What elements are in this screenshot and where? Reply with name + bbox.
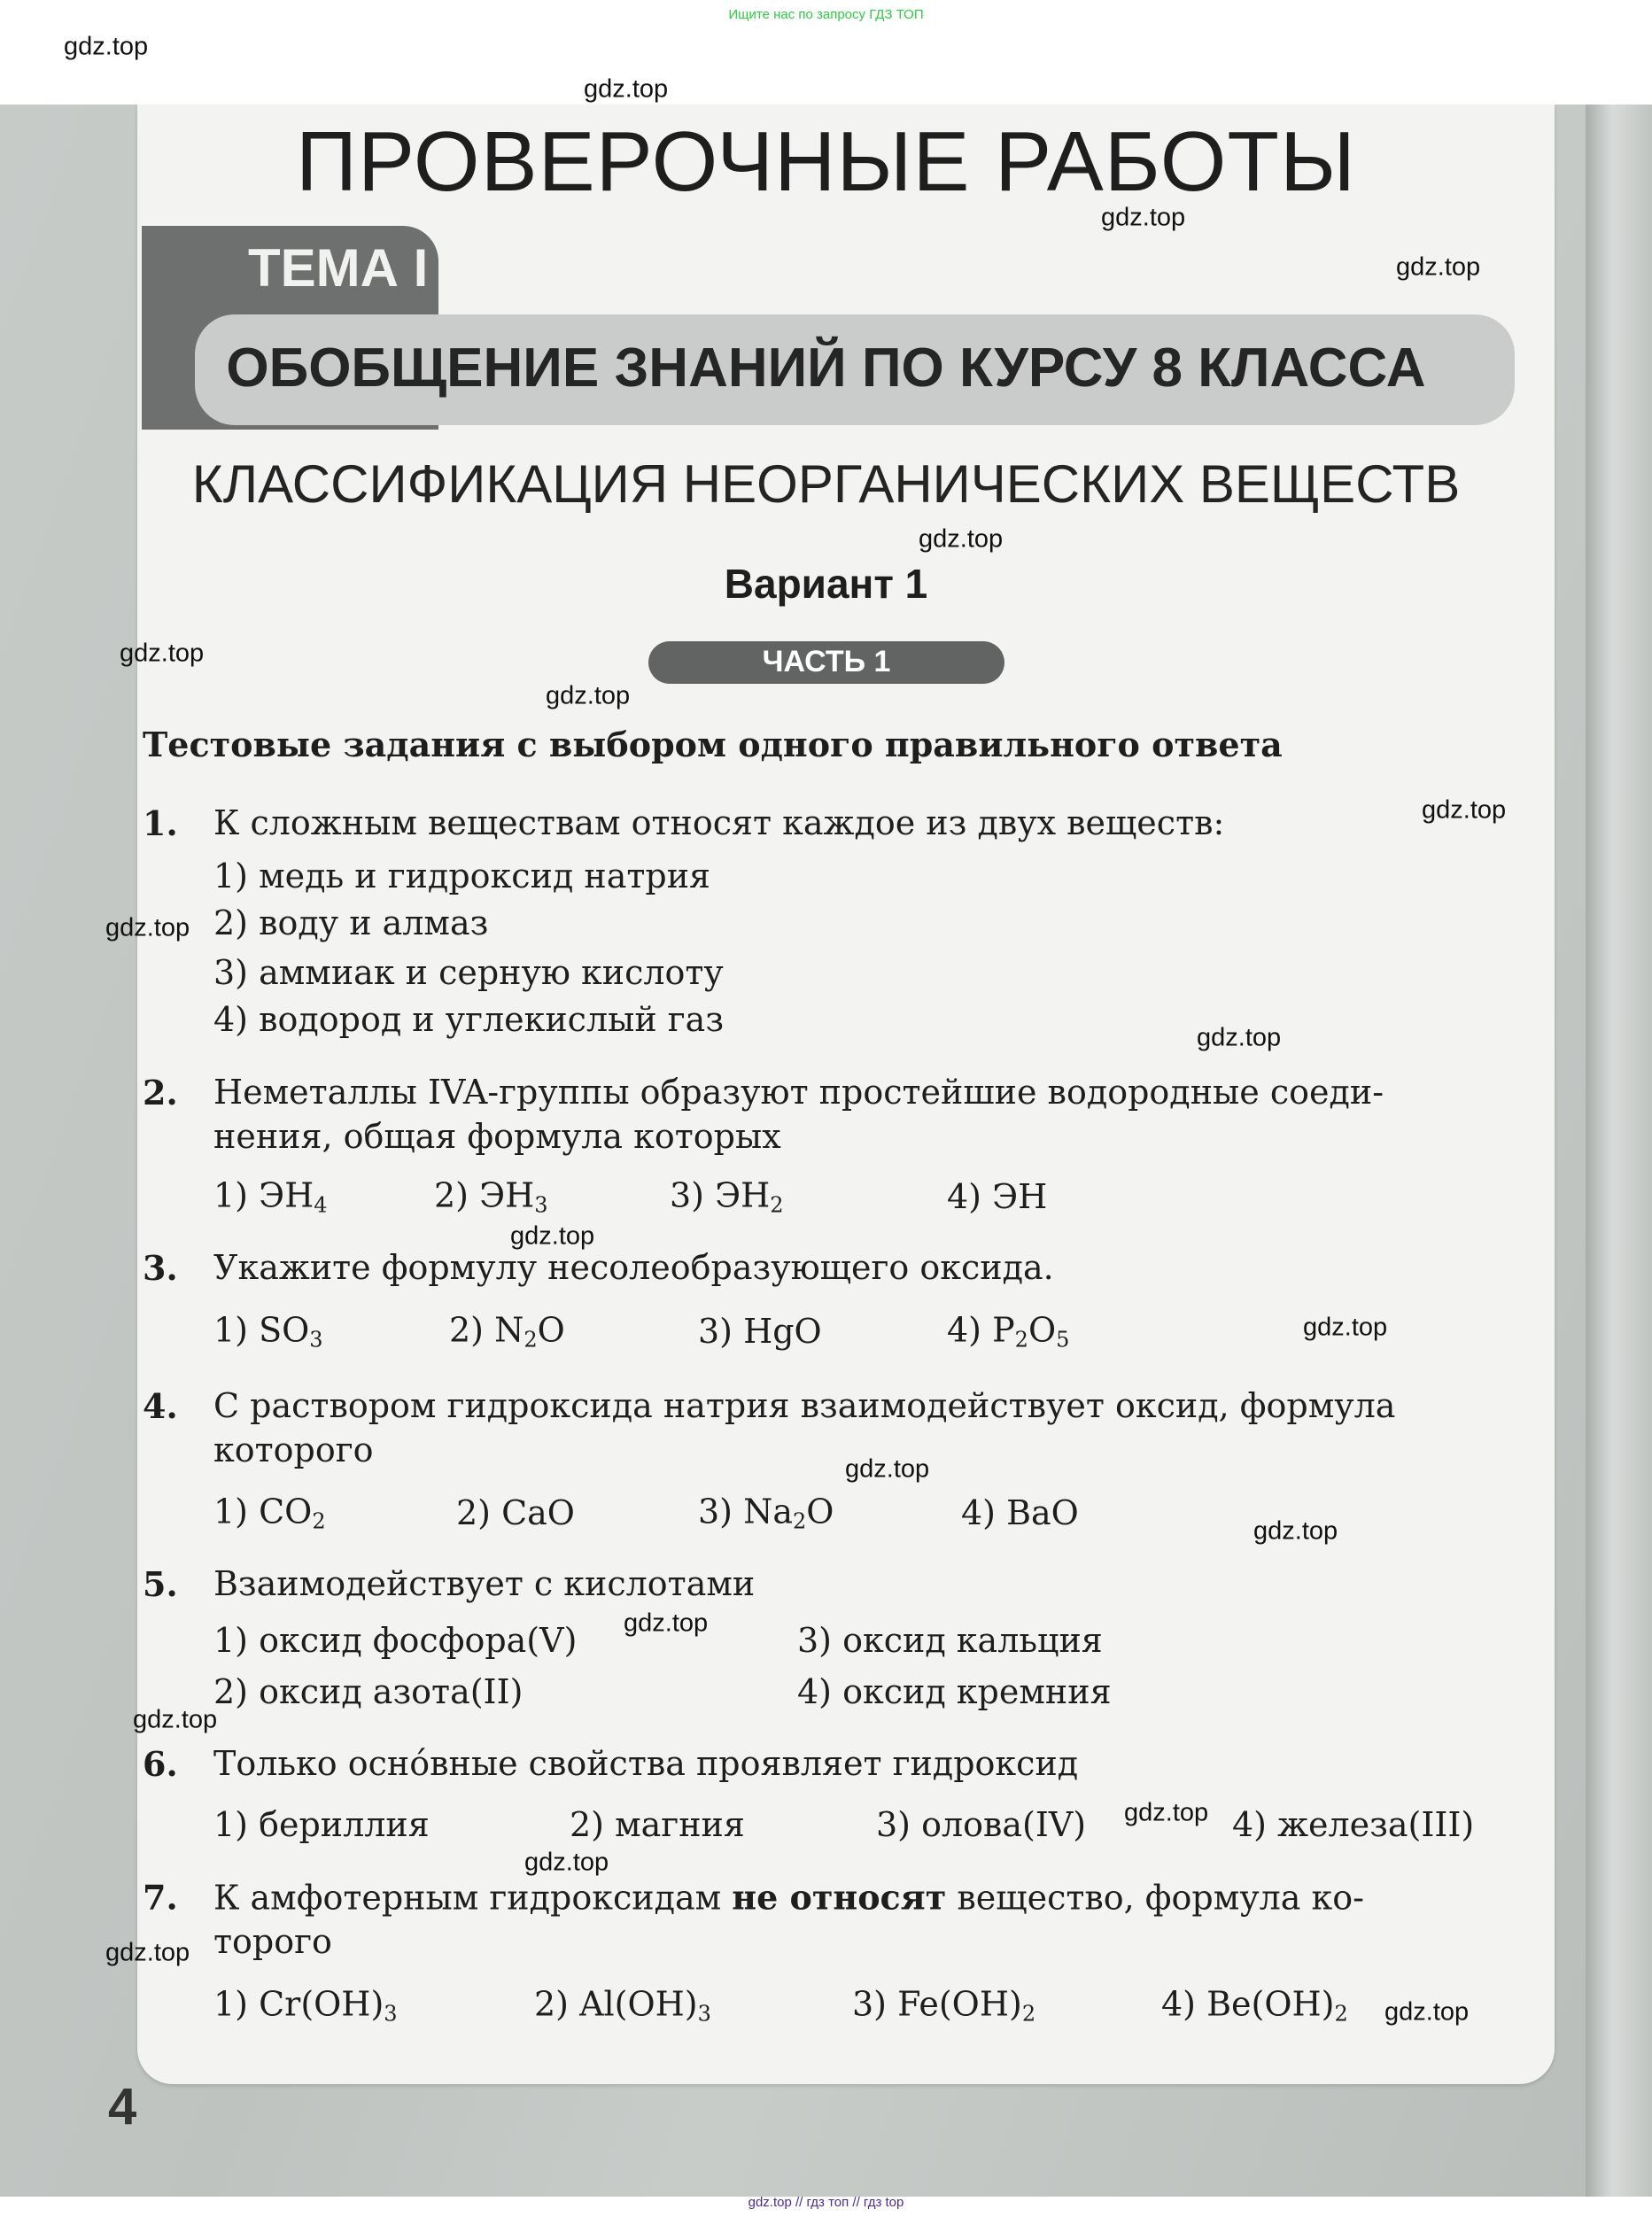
option-text: 4) оксид кремния	[797, 1672, 1112, 1711]
watermark-text: gdz.top	[1384, 1997, 1470, 2027]
stem-text: С раствором гидроксида натрия взаимодействует оксид, формула	[213, 1386, 1396, 1425]
question-number: 2.	[143, 1073, 178, 1112]
watermark-text: gdz.top	[1124, 1798, 1209, 1827]
stem-text: которого	[213, 1430, 374, 1469]
question-number: 1.	[143, 803, 178, 843]
option-text: 1) медь и гидроксид натрия	[213, 857, 711, 895]
bottom-promo-note: gdz.top // гдз топ // гдз top	[748, 2195, 904, 2210]
page-title: ПРОВЕРОЧНЫЕ РАБОТЫ	[296, 114, 1356, 209]
watermark-text: gdz.top	[64, 32, 149, 61]
subscript: 2	[1021, 2001, 1036, 2027]
option-text: 3) аммиак и серную кислоту	[213, 953, 724, 992]
watermark-text: gdz.top	[510, 1221, 595, 1251]
page-number: 4	[108, 2078, 137, 2136]
answer-option[interactable]	[456, 1493, 575, 1532]
stem-text: Укажите формулу несолеобразующего оксида.	[213, 1248, 1054, 1287]
subscript: 2	[793, 1508, 807, 1534]
option-text: 1) SO	[213, 1310, 310, 1350]
answer-option[interactable]	[797, 1621, 1103, 1660]
option-text: 4) P	[947, 1310, 1015, 1350]
stem-text: Только оснóвные свойства проявляет гидроксид	[213, 1744, 1079, 1783]
option-text: 4) BaO	[961, 1493, 1079, 1532]
option-text: 3) Fe(OH)	[852, 1984, 1022, 2024]
answer-option[interactable]	[961, 1493, 1079, 1532]
option-text: 2) магния	[570, 1805, 745, 1844]
watermark-text: gdz.top	[133, 1705, 218, 1734]
answer-option[interactable]	[698, 1312, 822, 1351]
watermark-text: gdz.top	[845, 1454, 930, 1484]
topic-label: ТЕМА I	[248, 238, 429, 298]
watermark-text: gdz.top	[1253, 1516, 1338, 1546]
answer-option[interactable]	[434, 1176, 548, 1218]
watermark-text: gdz.top	[1396, 252, 1481, 282]
option-text: 3) HgO	[698, 1312, 822, 1351]
option-text: 3) олова(IV)	[876, 1805, 1087, 1844]
subscript: 5	[1056, 1327, 1070, 1353]
option-text: 1) CO	[213, 1492, 313, 1531]
answer-option[interactable]	[534, 1985, 711, 2027]
answer-option[interactable]	[213, 1492, 326, 1534]
stem-text: К сложным веществам относят каждое из двух веществ:	[213, 803, 1225, 842]
option-text: 2) Al(OH)	[534, 1984, 698, 2024]
subscript: 2	[312, 1508, 326, 1534]
option-text: 2) ЭН	[434, 1175, 535, 1215]
watermark-text: gdz.top	[105, 913, 190, 942]
question-stem	[143, 1564, 756, 1604]
option-text: 2) воду и алмаз	[213, 903, 489, 942]
option-text: 3) оксид кальция	[797, 1621, 1103, 1660]
option-text: 3) Na	[698, 1492, 793, 1531]
option-text: 1) бериллия	[213, 1805, 430, 1844]
subscript: 2	[770, 1192, 784, 1218]
question-stem	[143, 803, 1225, 843]
option-text: 1) ЭН	[213, 1175, 314, 1215]
watermark-text: gdz.top	[120, 639, 205, 668]
watermark-text: gdz.top	[524, 1848, 609, 1877]
stem-text: Взаимодействует с кислотами	[213, 1564, 756, 1603]
answer-option[interactable]	[213, 1672, 523, 1711]
question-stem	[143, 1073, 1384, 1112]
question-stem	[143, 1248, 1054, 1288]
option-text: 1) оксид фосфора(V)	[213, 1621, 578, 1660]
answer-option[interactable]	[213, 1621, 577, 1660]
subscript: 3	[309, 1327, 323, 1353]
answer-option[interactable]	[876, 1805, 1086, 1844]
option-text: 1) Cr(OH)	[213, 1984, 384, 2024]
question-stem	[213, 1430, 374, 1469]
answer-option[interactable]	[213, 903, 488, 942]
subscript: 4	[314, 1192, 328, 1218]
subscript: 3	[534, 1192, 548, 1218]
question-stem	[143, 1744, 1079, 1784]
answer-option[interactable]	[1161, 1985, 1348, 2027]
watermark-text: gdz.top	[1197, 1023, 1282, 1052]
subscript: 2	[1334, 2001, 1348, 2027]
option-text: 4) ЭН	[947, 1177, 1048, 1216]
stem-text: нения, общая формула которых	[213, 1117, 781, 1156]
answer-option[interactable]	[213, 1000, 724, 1039]
book-spine	[1586, 105, 1652, 2197]
watermark-text: gdz.top	[105, 1938, 190, 1967]
stem-text: Неметаллы IVA-группы образуют простейшие водородные соеди-	[213, 1073, 1384, 1112]
answer-option[interactable]	[213, 1805, 430, 1844]
topic-title: ОБОБЩЕНИЕ ЗНАНИЙ ПО КУРСУ 8 КЛАССА	[226, 337, 1426, 399]
watermark-text: gdz.top	[1101, 203, 1186, 232]
watermark-text: gdz.top	[546, 681, 631, 710]
answer-option[interactable]	[698, 1492, 834, 1534]
question-number: 7.	[143, 1877, 178, 1918]
answer-option[interactable]	[213, 1176, 328, 1218]
option-text: 3) ЭН	[670, 1175, 771, 1215]
option-text: 4) Be(OH)	[1161, 1984, 1335, 2024]
answer-option[interactable]	[947, 1177, 1047, 1216]
answer-option[interactable]	[852, 1985, 1035, 2027]
stem-text: К амфотерным гидроксидам	[213, 1878, 733, 1918]
answer-option[interactable]	[797, 1672, 1112, 1711]
answer-option[interactable]	[213, 953, 724, 992]
option-text: O	[1028, 1310, 1057, 1350]
option-text: 2) оксид азота(II)	[213, 1672, 524, 1711]
answer-option[interactable]	[449, 1311, 565, 1353]
question-stem	[213, 1922, 332, 1961]
lesson-title: КЛАССИФИКАЦИЯ НЕОРГАНИЧЕСКИХ ВЕЩЕСТВ	[191, 454, 1461, 514]
watermark-text: gdz.top	[1422, 795, 1507, 825]
top-promo-note: Ищите нас по запросу ГДЗ ТОП	[728, 7, 924, 22]
option-text: 4) водород и углекислый газ	[213, 1000, 725, 1039]
answer-option[interactable]	[213, 1311, 323, 1353]
stem-text: торого	[213, 1922, 332, 1961]
watermark-text: gdz.top	[1303, 1313, 1388, 1342]
watermark-text: gdz.top	[624, 1608, 709, 1638]
option-text: O	[537, 1310, 565, 1350]
subscript: 3	[384, 2001, 398, 2027]
watermark-text: gdz.top	[919, 524, 1004, 554]
subscript: 3	[697, 2001, 711, 2027]
emphasis-text: не относят	[732, 1877, 947, 1918]
variant-heading: Вариант 1	[724, 561, 928, 607]
answer-option[interactable]	[947, 1311, 1069, 1353]
option-text: O	[806, 1492, 834, 1531]
option-text: 4) железа(III)	[1232, 1805, 1475, 1844]
question-stem	[143, 1386, 1396, 1426]
answer-option[interactable]	[213, 1985, 398, 2027]
question-number: 4.	[143, 1386, 178, 1426]
question-number: 3.	[143, 1248, 178, 1288]
subscript: 2	[1014, 1327, 1028, 1353]
answer-option[interactable]	[213, 857, 710, 895]
question-stem	[213, 1117, 781, 1156]
answer-option[interactable]	[570, 1805, 745, 1844]
subscript: 2	[524, 1327, 538, 1353]
watermark-text: gdz.top	[584, 74, 669, 104]
answer-option[interactable]	[1232, 1805, 1474, 1844]
question-number: 6.	[143, 1744, 178, 1784]
question-number: 5.	[143, 1564, 178, 1604]
option-text: 2) N	[449, 1310, 524, 1350]
section-heading: Тестовые задания с выбором одного правильного ответа	[143, 725, 1283, 764]
stem-text: вещество, формула ко-	[946, 1878, 1365, 1918]
question-stem	[143, 1877, 1365, 1918]
answer-option[interactable]	[670, 1176, 784, 1218]
option-text: 2) CaO	[456, 1493, 575, 1532]
part-label: ЧАСТЬ 1	[762, 645, 891, 678]
